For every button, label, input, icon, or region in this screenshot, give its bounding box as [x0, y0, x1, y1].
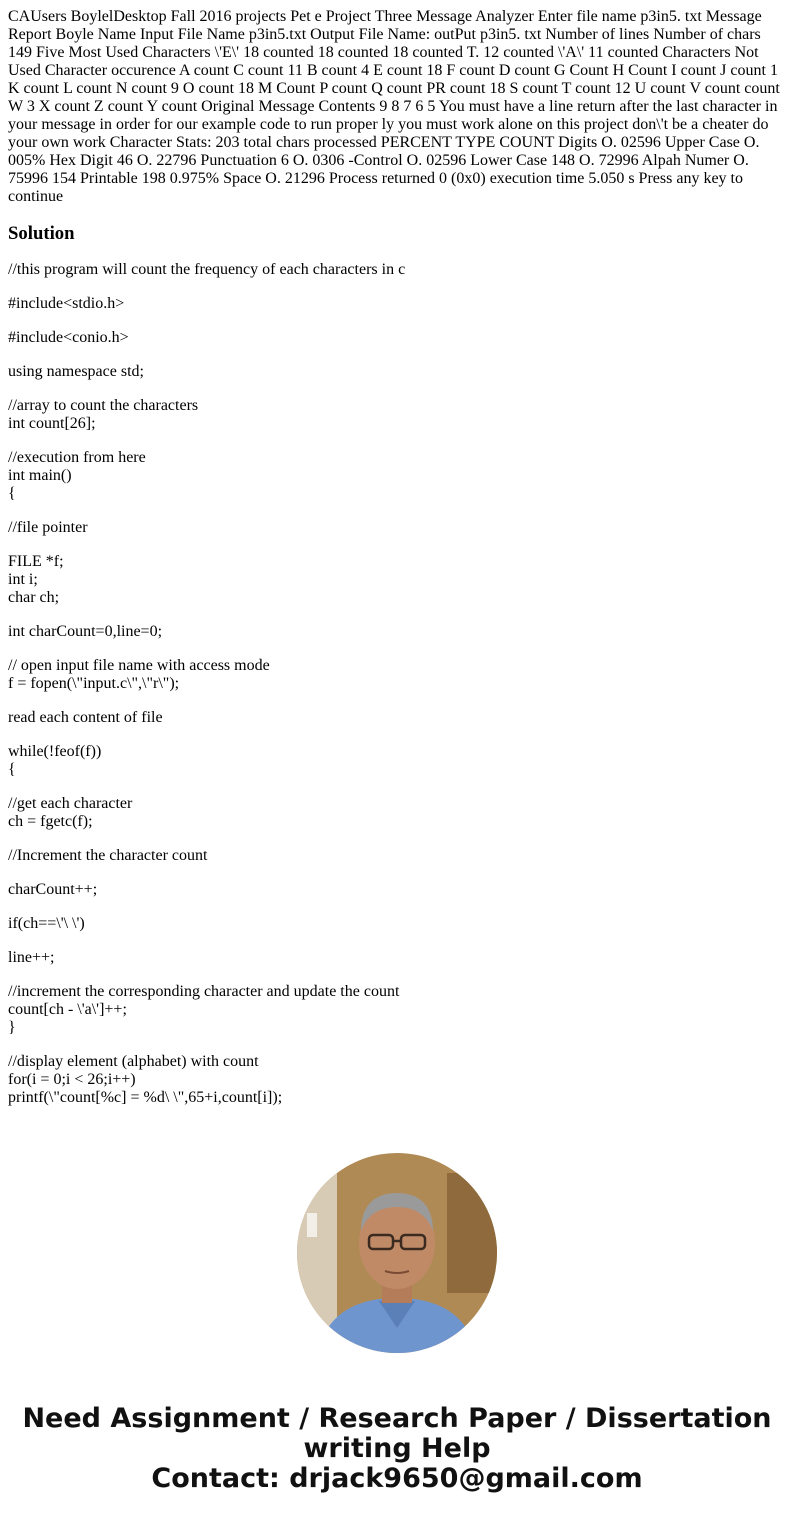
code-block-10: read each content of file: [8, 709, 163, 726]
code-block-14: charCount++;: [8, 881, 98, 898]
code-block-18: //display element (alphabet) with count for(i = 0;i < 26;i++) printf(\"count[%c] = %d\ \",65+i,count[i]);: [8, 1053, 283, 1106]
code-block-5: //execution from here int main() {: [8, 449, 146, 502]
code-block-8: int charCount=0,line=0;: [8, 623, 163, 640]
question-text: CAUsers BoylelDesktop Fall 2016 projects Pet e Project Three Message Analyzer Enter file name p3in5. txt Message Report Boyle Name Input File Name p3in5.txt Output File Name: outPut p3in5. txt Number of lines Number of chars 149 Five Most Used Characters \'E\' 18 counted 18 counted 18 counted T. 12 counted \'A\' 11 counted Characters Not Used Character occurence A count C count 11 B count 4 E count 18 F count D count G Count H Count I count J count 1 K count L count N count 9 O count 18 M Count P count Q count PR count 18 S count T count 12 U count V count count W 3 X count Z count Y count Original Message Contents 9 8 7 6 5 You must have a line return after the last character in your message in order for our example code to run proper ly you must work alone on this project don\'t be a cheater do your own work Character Stats: 203 total chars processed PERCENT TYPE COUNT Digits O. 02596 Upper Case O. 005% Hex Digit 46 O. 22796 Punctuation 6 O. 0306 -Control O. 02596 Lower Case 148 O. 72996 Alpah Numer O. 75996 154 Printable 198 0.975% Space O. 21296 Process returned 0 (0x0) execution time 5.050 s Press any key to continue: [8, 8, 780, 205]
promo-line-1: Need Assignment / Research Paper / Dissertation: [22, 1403, 772, 1434]
code-block-1: #include<stdio.h>: [8, 295, 125, 312]
code-block-12: //get each character ch = fgetc(f);: [8, 795, 133, 830]
solution-code: [8, 261, 786, 1107]
code-block-17: //increment the corresponding character and update the count count[ch - \'a\']++; }: [8, 983, 400, 1036]
code-block-11: while(!feof(f)) {: [8, 743, 102, 778]
code-block-3: using namespace std;: [8, 363, 144, 380]
promo-line-2: writing Help: [303, 1433, 491, 1464]
solution-heading: Solution: [8, 223, 75, 244]
avatar: [297, 1153, 497, 1353]
code-block-4: //array to count the characters int count[26];: [8, 397, 199, 432]
code-block-15: if(ch==\'\ \'): [8, 915, 85, 932]
person-portrait-icon: [297, 1153, 497, 1353]
code-block-7: FILE *f; int i; char ch;: [8, 553, 64, 606]
code-block-13: //Increment the character count: [8, 847, 208, 864]
promo-banner: [0, 1404, 794, 1494]
code-block-16: line++;: [8, 949, 55, 966]
code-block-0: //this program will count the frequency of each characters in c: [8, 261, 406, 278]
code-block-2: #include<conio.h>: [8, 329, 129, 346]
code-block-6: //file pointer: [8, 519, 88, 536]
code-block-9: // open input file name with access mode f = fopen(\"input.c\",\"r\");: [8, 657, 270, 692]
promo-contact: Contact: drjack9650@gmail.com: [151, 1463, 643, 1494]
